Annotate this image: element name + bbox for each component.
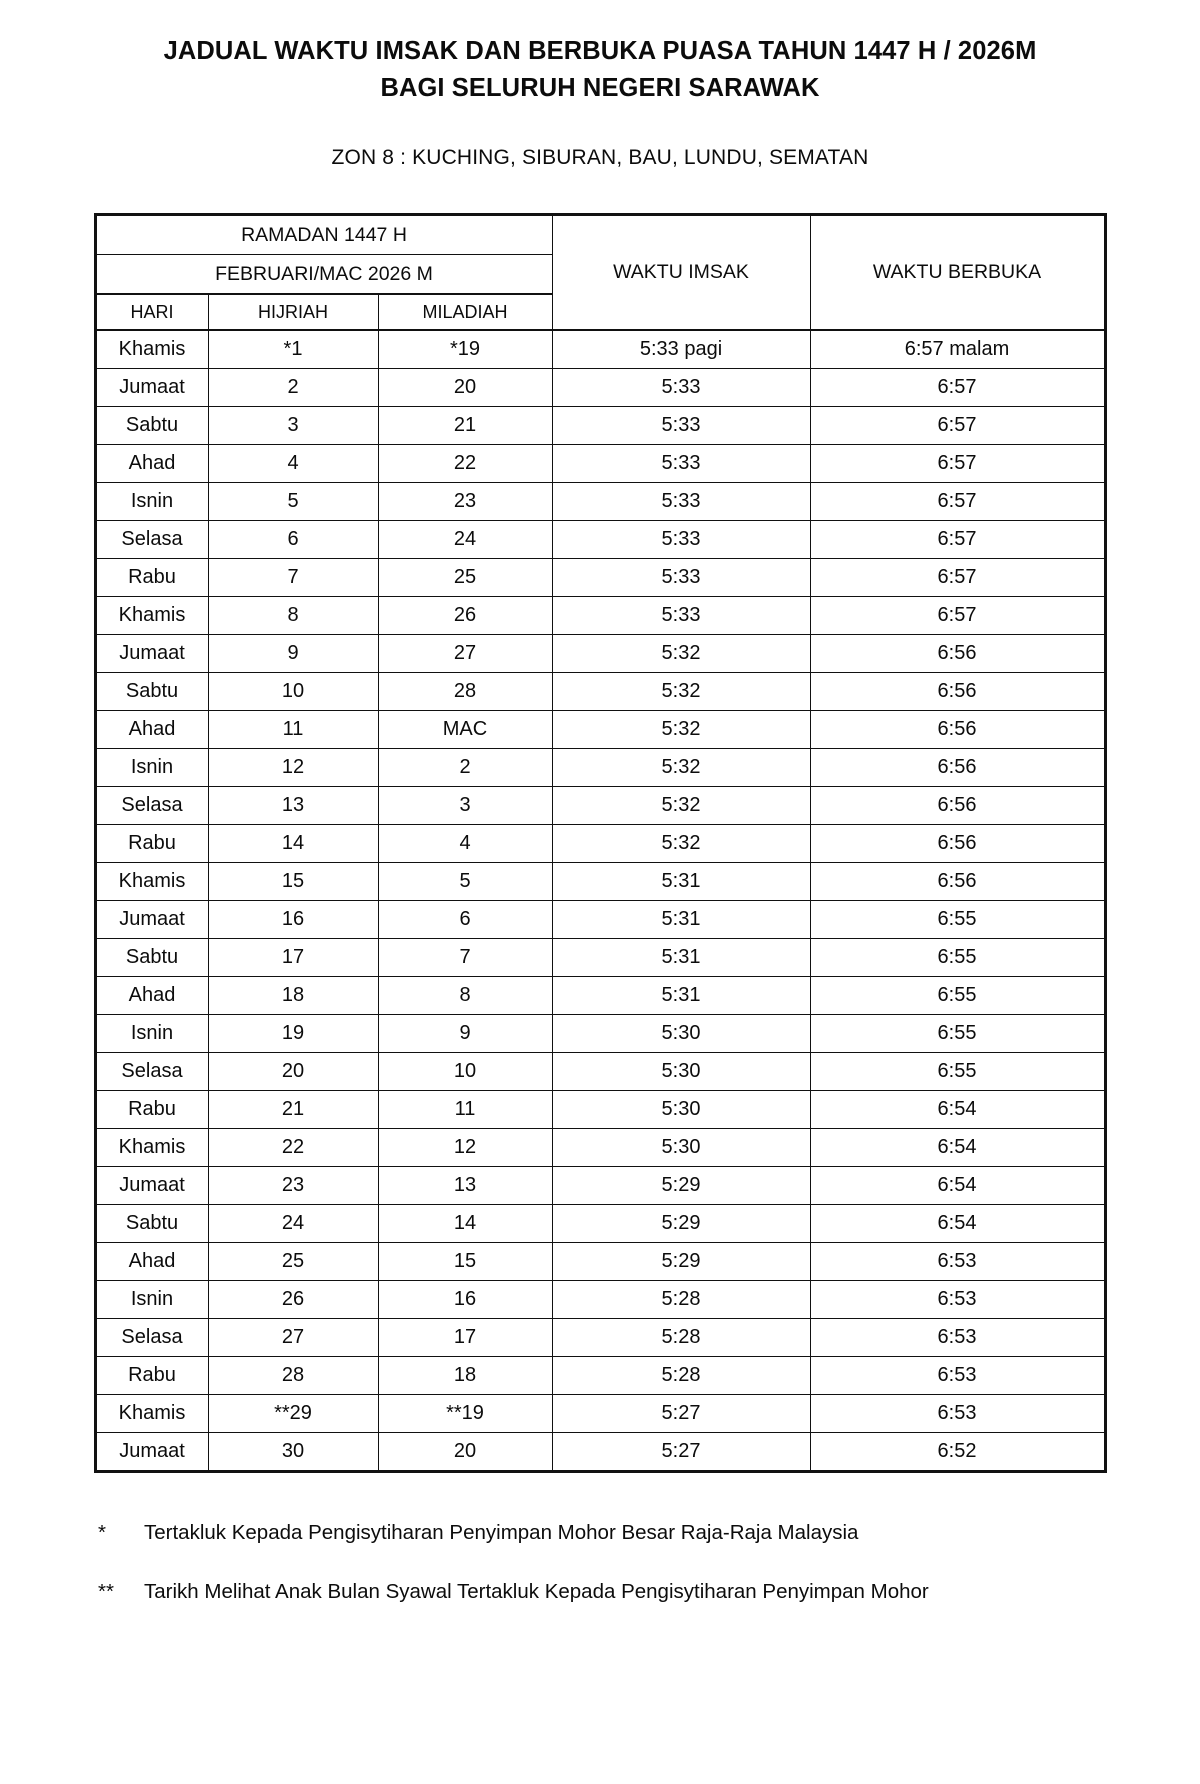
cell-hijriah: *1 [208,330,378,369]
cell-hari: Jumaat [95,634,208,672]
cell-waktu-berbuka: 6:53 [810,1242,1105,1280]
table-row [95,1280,1105,1318]
cell-waktu-imsak: 5:32 [552,710,810,748]
cell-waktu-berbuka: 6:56 [810,862,1105,900]
cell-waktu-imsak: 5:31 [552,938,810,976]
cell-hari: Isnin [95,748,208,786]
cell-hari: Khamis [95,1394,208,1432]
cell-waktu-imsak: 5:33 [552,444,810,482]
cell-hijriah: 17 [208,938,378,976]
cell-waktu-imsak: 5:32 [552,786,810,824]
table-row [95,368,1105,406]
cell-hijriah: 21 [208,1090,378,1128]
cell-miladiah: 4 [378,824,552,862]
cell-waktu-imsak: 5:31 [552,900,810,938]
cell-waktu-berbuka: 6:54 [810,1128,1105,1166]
cell-waktu-imsak: 5:30 [552,1052,810,1090]
table-row [95,976,1105,1014]
footnote-marker: * [98,1520,106,1544]
cell-hari: Rabu [95,558,208,596]
cell-waktu-imsak: 5:27 [552,1432,810,1471]
imsak-berbuka-table [94,213,1107,1473]
cell-waktu-berbuka: 6:54 [810,1204,1105,1242]
table-row [95,482,1105,520]
prayer-schedule-page [70,0,1130,1606]
footnote-text: Tarikh Melihat Anak Bulan Syawal Tertakluk Kepada Pengisytiharan Penyimpan Mohor [144,1580,929,1604]
table-head [95,214,1105,330]
table-row [95,1128,1105,1166]
cell-miladiah: 24 [378,520,552,558]
footnotes-section [70,1519,1130,1606]
table-row [95,672,1105,710]
cell-waktu-imsak: 5:31 [552,976,810,1014]
cell-hari: Jumaat [95,368,208,406]
cell-waktu-berbuka: 6:53 [810,1394,1105,1432]
cell-waktu-berbuka: 6:56 [810,710,1105,748]
cell-waktu-berbuka: 6:57 malam [810,330,1105,369]
table-row [95,520,1105,558]
cell-hijriah: 24 [208,1204,378,1242]
cell-miladiah: 23 [378,482,552,520]
cell-waktu-imsak: 5:29 [552,1242,810,1280]
cell-waktu-imsak: 5:30 [552,1090,810,1128]
cell-miladiah: 18 [378,1356,552,1394]
cell-waktu-imsak: 5:30 [552,1014,810,1052]
table-row [95,938,1105,976]
cell-waktu-berbuka: 6:53 [810,1318,1105,1356]
cell-miladiah: 11 [378,1090,552,1128]
table-row [95,444,1105,482]
table-row [95,406,1105,444]
cell-waktu-berbuka: 6:55 [810,1014,1105,1052]
cell-waktu-imsak: 5:28 [552,1318,810,1356]
cell-hari: Isnin [95,1280,208,1318]
table-row [95,824,1105,862]
cell-waktu-imsak: 5:28 [552,1356,810,1394]
cell-hijriah: 19 [208,1014,378,1052]
cell-hari: Isnin [95,482,208,520]
cell-hijriah: 11 [208,710,378,748]
cell-miladiah: 16 [378,1280,552,1318]
table-row [95,1242,1105,1280]
table-row [95,1204,1105,1242]
cell-waktu-imsak: 5:29 [552,1204,810,1242]
cell-hijriah: 8 [208,596,378,634]
cell-hari: Rabu [95,824,208,862]
cell-waktu-imsak: 5:31 [552,862,810,900]
schedule-table-container [70,213,1130,1473]
table-row [95,786,1105,824]
cell-waktu-imsak: 5:29 [552,1166,810,1204]
cell-waktu-imsak: 5:33 [552,368,810,406]
cell-hari: Rabu [95,1356,208,1394]
cell-waktu-berbuka: 6:56 [810,824,1105,862]
cell-hari: Sabtu [95,1204,208,1242]
cell-hari: Ahad [95,1242,208,1280]
cell-waktu-berbuka: 6:56 [810,748,1105,786]
cell-hijriah: 15 [208,862,378,900]
table-row [95,1090,1105,1128]
table-row [95,1014,1105,1052]
cell-waktu-imsak: 5:32 [552,824,810,862]
cell-hijriah: 18 [208,976,378,1014]
page-header [70,34,1130,172]
cell-hijriah: 20 [208,1052,378,1090]
footnote [98,1578,1120,1606]
table-header-row-hijri-month [95,214,1105,254]
cell-hari: Jumaat [95,1432,208,1471]
cell-hijriah: 14 [208,824,378,862]
cell-miladiah: 14 [378,1204,552,1242]
cell-waktu-berbuka: 6:53 [810,1356,1105,1394]
cell-hari: Selasa [95,1052,208,1090]
cell-waktu-berbuka: 6:57 [810,596,1105,634]
table-row [95,558,1105,596]
table-row [95,900,1105,938]
cell-waktu-berbuka: 6:55 [810,900,1105,938]
cell-hari: Rabu [95,1090,208,1128]
cell-miladiah: 25 [378,558,552,596]
cell-miladiah: 21 [378,406,552,444]
header-hijriah: HIJRIAH [208,294,378,330]
cell-hijriah: 3 [208,406,378,444]
cell-waktu-berbuka: 6:55 [810,1052,1105,1090]
table-row [95,1052,1105,1090]
cell-miladiah: 13 [378,1166,552,1204]
cell-miladiah: 27 [378,634,552,672]
cell-hari: Ahad [95,444,208,482]
cell-miladiah: **19 [378,1394,552,1432]
cell-hari: Sabtu [95,672,208,710]
cell-waktu-imsak: 5:32 [552,634,810,672]
cell-miladiah: 15 [378,1242,552,1280]
cell-waktu-imsak: 5:33 [552,482,810,520]
cell-waktu-berbuka: 6:54 [810,1090,1105,1128]
cell-miladiah: 7 [378,938,552,976]
cell-hari: Selasa [95,1318,208,1356]
cell-hijriah: 12 [208,748,378,786]
cell-hijriah: 27 [208,1318,378,1356]
cell-hijriah: 9 [208,634,378,672]
cell-waktu-imsak: 5:32 [552,748,810,786]
cell-hijriah: 7 [208,558,378,596]
cell-miladiah: 17 [378,1318,552,1356]
cell-waktu-berbuka: 6:54 [810,1166,1105,1204]
cell-waktu-imsak: 5:33 pagi [552,330,810,369]
cell-miladiah: 28 [378,672,552,710]
footnote-marker: ** [98,1580,114,1604]
cell-waktu-berbuka: 6:56 [810,634,1105,672]
cell-waktu-berbuka: 6:56 [810,672,1105,710]
cell-waktu-berbuka: 6:57 [810,444,1105,482]
table-row [95,634,1105,672]
header-ramadan-year: RAMADAN 1447 H [95,214,552,254]
cell-miladiah: 8 [378,976,552,1014]
cell-miladiah: 20 [378,368,552,406]
cell-hijriah: 10 [208,672,378,710]
cell-waktu-berbuka: 6:57 [810,520,1105,558]
cell-miladiah: 6 [378,900,552,938]
table-row [95,330,1105,369]
cell-hari: Isnin [95,1014,208,1052]
cell-hari: Khamis [95,1128,208,1166]
cell-hijriah: 5 [208,482,378,520]
cell-hijriah: 13 [208,786,378,824]
cell-hari: Sabtu [95,938,208,976]
cell-miladiah: 9 [378,1014,552,1052]
cell-waktu-imsak: 5:33 [552,406,810,444]
table-row [95,862,1105,900]
cell-waktu-imsak: 5:33 [552,520,810,558]
table-row [95,1432,1105,1471]
cell-miladiah: 22 [378,444,552,482]
cell-miladiah: 10 [378,1052,552,1090]
cell-miladiah: 12 [378,1128,552,1166]
cell-waktu-imsak: 5:33 [552,558,810,596]
cell-miladiah: *19 [378,330,552,369]
cell-waktu-imsak: 5:32 [552,672,810,710]
table-row [95,1318,1105,1356]
cell-hijriah: 23 [208,1166,378,1204]
table-row [95,710,1105,748]
cell-hari: Sabtu [95,406,208,444]
cell-waktu-imsak: 5:33 [552,596,810,634]
cell-hari: Khamis [95,330,208,369]
cell-hijriah: 2 [208,368,378,406]
cell-hijriah: 28 [208,1356,378,1394]
page-title-line-1: JADUAL WAKTU IMSAK DAN BERBUKA PUASA TAHUN 1447 H / 2026M [163,37,1037,65]
cell-hijriah: 6 [208,520,378,558]
table-row [95,1166,1105,1204]
table-row [95,748,1105,786]
table-row [95,596,1105,634]
zone-subtitle: ZON 8 : KUCHING, SIBURAN, BAU, LUNDU, SEMATAN [331,146,869,170]
table-row [95,1356,1105,1394]
cell-hijriah: 22 [208,1128,378,1166]
cell-hari: Selasa [95,520,208,558]
table-body [95,330,1105,1472]
cell-hijriah: 25 [208,1242,378,1280]
cell-waktu-berbuka: 6:57 [810,406,1105,444]
cell-waktu-berbuka: 6:57 [810,368,1105,406]
cell-waktu-berbuka: 6:52 [810,1432,1105,1471]
cell-miladiah: 26 [378,596,552,634]
header-waktu-berbuka: WAKTU BERBUKA [810,214,1105,330]
cell-miladiah: 20 [378,1432,552,1471]
cell-miladiah: MAC [378,710,552,748]
cell-hari: Ahad [95,710,208,748]
cell-hari: Khamis [95,596,208,634]
cell-waktu-imsak: 5:30 [552,1128,810,1166]
cell-waktu-berbuka: 6:53 [810,1280,1105,1318]
footnote [98,1519,1120,1547]
cell-hijriah: 16 [208,900,378,938]
cell-waktu-imsak: 5:28 [552,1280,810,1318]
table-row [95,1394,1105,1432]
cell-hari: Khamis [95,862,208,900]
cell-miladiah: 3 [378,786,552,824]
cell-waktu-berbuka: 6:57 [810,482,1105,520]
cell-hijriah: 30 [208,1432,378,1471]
cell-hijriah: 26 [208,1280,378,1318]
page-title-line-2: BAGI SELURUH NEGERI SARAWAK [380,74,820,103]
cell-waktu-berbuka: 6:55 [810,976,1105,1014]
cell-hari: Jumaat [95,1166,208,1204]
header-hari: HARI [95,294,208,330]
cell-waktu-berbuka: 6:56 [810,786,1105,824]
cell-waktu-berbuka: 6:55 [810,938,1105,976]
cell-hari: Ahad [95,976,208,1014]
cell-hijriah: 4 [208,444,378,482]
cell-waktu-berbuka: 6:57 [810,558,1105,596]
header-waktu-imsak: WAKTU IMSAK [552,214,810,330]
cell-hari: Jumaat [95,900,208,938]
cell-hari: Selasa [95,786,208,824]
header-februari-mac-year: FEBRUARI/MAC 2026 M [95,254,552,294]
footnote-text: Tertakluk Kepada Pengisytiharan Penyimpan Mohor Besar Raja-Raja Malaysia [144,1520,859,1544]
cell-waktu-imsak: 5:27 [552,1394,810,1432]
cell-hijriah: **29 [208,1394,378,1432]
cell-miladiah: 5 [378,862,552,900]
cell-miladiah: 2 [378,748,552,786]
header-miladiah: MILADIAH [378,294,552,330]
